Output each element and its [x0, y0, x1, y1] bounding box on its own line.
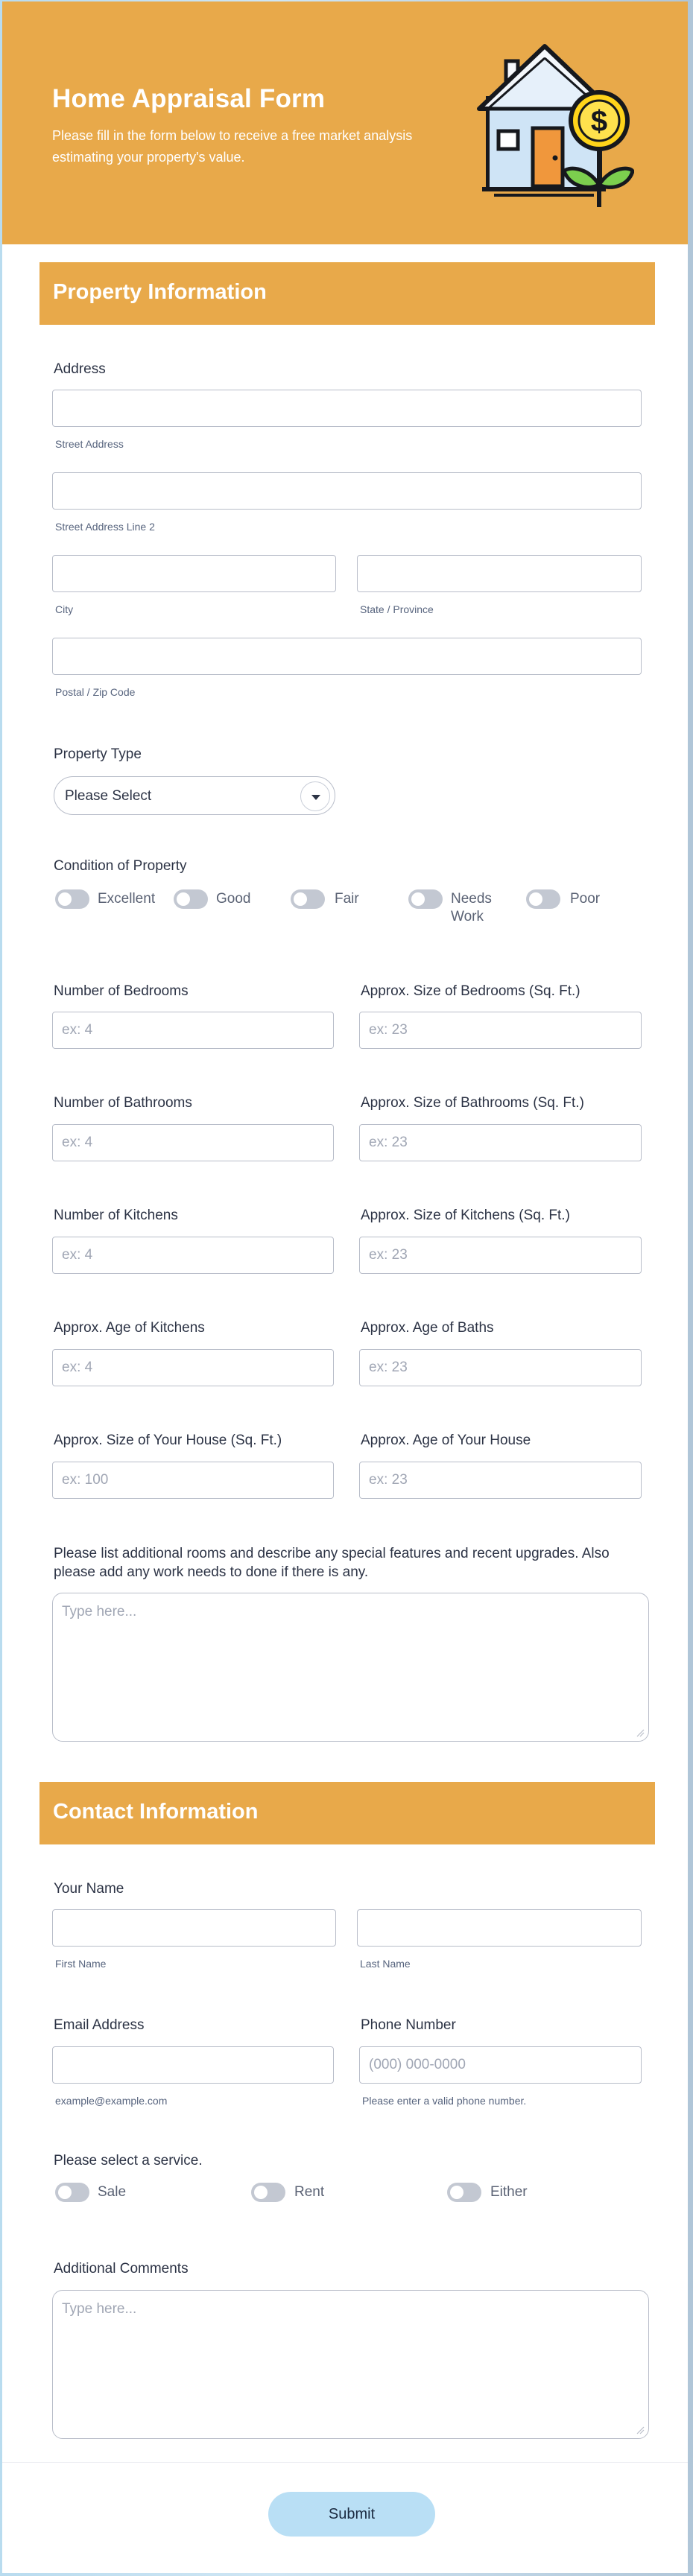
bathrooms-input[interactable] — [52, 1124, 334, 1161]
condition-label: Condition of Property — [54, 858, 187, 874]
contact-section-title: Contact Information — [53, 1800, 259, 1824]
bedrooms-size-input[interactable] — [359, 1012, 642, 1049]
house-size-label: Approx. Size of Your House (Sq. Ft.) — [54, 1433, 282, 1448]
bathrooms-size-label: Approx. Size of Bathrooms (Sq. Ft.) — [361, 1095, 584, 1111]
condition-option-label: Needs Work — [451, 891, 492, 924]
submit-button[interactable]: Submit — [268, 2492, 435, 2537]
additional-rooms-textarea[interactable] — [52, 1593, 649, 1742]
street-address-line2-input[interactable] — [52, 472, 642, 510]
kitchens-size-input[interactable] — [359, 1237, 642, 1274]
condition-option-label: Fair — [335, 891, 359, 907]
email-label: Email Address — [54, 2017, 145, 2033]
service-toggle-rent[interactable] — [251, 2183, 285, 2202]
bedrooms-label: Number of Bedrooms — [54, 983, 189, 999]
kitchens-input[interactable] — [52, 1237, 334, 1274]
bedrooms-input[interactable] — [52, 1012, 334, 1049]
property-type-label: Property Type — [54, 746, 142, 762]
house-age-input[interactable] — [359, 1462, 642, 1499]
condition-toggle-fair[interactable] — [291, 889, 325, 909]
address-label: Address — [54, 361, 106, 377]
svg-text:$: $ — [590, 105, 608, 138]
service-label: Please select a service. — [54, 2153, 203, 2169]
state-sublabel: State / Province — [360, 603, 434, 615]
service-toggle-either[interactable] — [447, 2183, 481, 2202]
property-section-header — [39, 262, 655, 325]
additional-rooms-label: Please list additional rooms and describe any special features and recent upgrades. Also please add any work needs to done if there is any. — [54, 1546, 610, 1580]
your-name-label: Your Name — [54, 1881, 124, 1897]
house-size-input[interactable] — [52, 1462, 334, 1499]
email-input[interactable] — [52, 2046, 334, 2084]
service-option-label: Either — [490, 2184, 528, 2200]
form-title: Home Appraisal Form — [52, 84, 326, 113]
phone-sublabel: Please enter a valid phone number. — [362, 2095, 527, 2107]
kitchens-age-label: Approx. Age of Kitchens — [54, 1320, 205, 1336]
footer-divider — [2, 2462, 688, 2463]
baths-age-label: Approx. Age of Baths — [361, 1320, 494, 1336]
street-address-line2-sublabel: Street Address Line 2 — [55, 521, 155, 533]
phone-input[interactable] — [359, 2046, 642, 2084]
street-address-input[interactable] — [52, 390, 642, 427]
property-section-title: Property Information — [53, 280, 267, 304]
street-address-sublabel: Street Address — [55, 438, 124, 450]
condition-toggle-needs-work[interactable] — [408, 889, 443, 909]
condition-toggle-excellent[interactable] — [55, 889, 89, 909]
service-option-label: Rent — [294, 2184, 325, 2200]
service-option-label: Sale — [98, 2184, 127, 2200]
comments-textarea[interactable] — [52, 2290, 649, 2439]
house-dollar-icon — [476, 39, 634, 212]
form-card — [2, 1, 688, 2573]
property-type-value: Please Select — [65, 788, 152, 804]
first-name-input[interactable] — [52, 1909, 336, 1947]
zip-code-sublabel: Postal / Zip Code — [55, 686, 136, 698]
city-input[interactable] — [52, 555, 336, 592]
contact-section-header — [39, 1782, 655, 1844]
bathrooms-label: Number of Bathrooms — [54, 1095, 192, 1111]
phone-label: Phone Number — [361, 2017, 456, 2033]
bathrooms-size-input[interactable] — [359, 1124, 642, 1161]
last-name-sublabel: Last Name — [360, 1958, 411, 1970]
state-input[interactable] — [357, 555, 642, 592]
last-name-input[interactable] — [357, 1909, 642, 1947]
city-sublabel: City — [55, 603, 74, 615]
condition-toggle-poor[interactable] — [526, 889, 560, 909]
form-header — [2, 1, 688, 244]
comments-label: Additional Comments — [54, 2261, 189, 2277]
resize-grip-icon[interactable] — [636, 1728, 645, 1737]
email-sublabel: example@example.com — [55, 2095, 168, 2107]
resize-grip-icon[interactable] — [636, 2426, 645, 2434]
condition-option-label: Good — [216, 891, 251, 907]
baths-age-input[interactable] — [359, 1349, 642, 1386]
condition-toggle-good[interactable] — [174, 889, 208, 909]
kitchens-size-label: Approx. Size of Kitchens (Sq. Ft.) — [361, 1208, 570, 1223]
first-name-sublabel: First Name — [55, 1958, 107, 1970]
chevron-down-icon[interactable] — [300, 781, 330, 811]
form-subtitle: Please fill in the form below to receive a free market analysis estimating your property's value. — [52, 128, 413, 165]
kitchens-age-input[interactable] — [52, 1349, 334, 1386]
house-age-label: Approx. Age of Your House — [361, 1433, 531, 1448]
property-type-select[interactable] — [54, 776, 335, 815]
bedrooms-size-label: Approx. Size of Bedrooms (Sq. Ft.) — [361, 983, 580, 999]
condition-option-label: Excellent — [98, 891, 156, 907]
service-toggle-sale[interactable] — [55, 2183, 89, 2202]
kitchens-label: Number of Kitchens — [54, 1208, 178, 1223]
zip-code-input[interactable] — [52, 638, 642, 675]
condition-option-label: Poor — [570, 891, 601, 907]
